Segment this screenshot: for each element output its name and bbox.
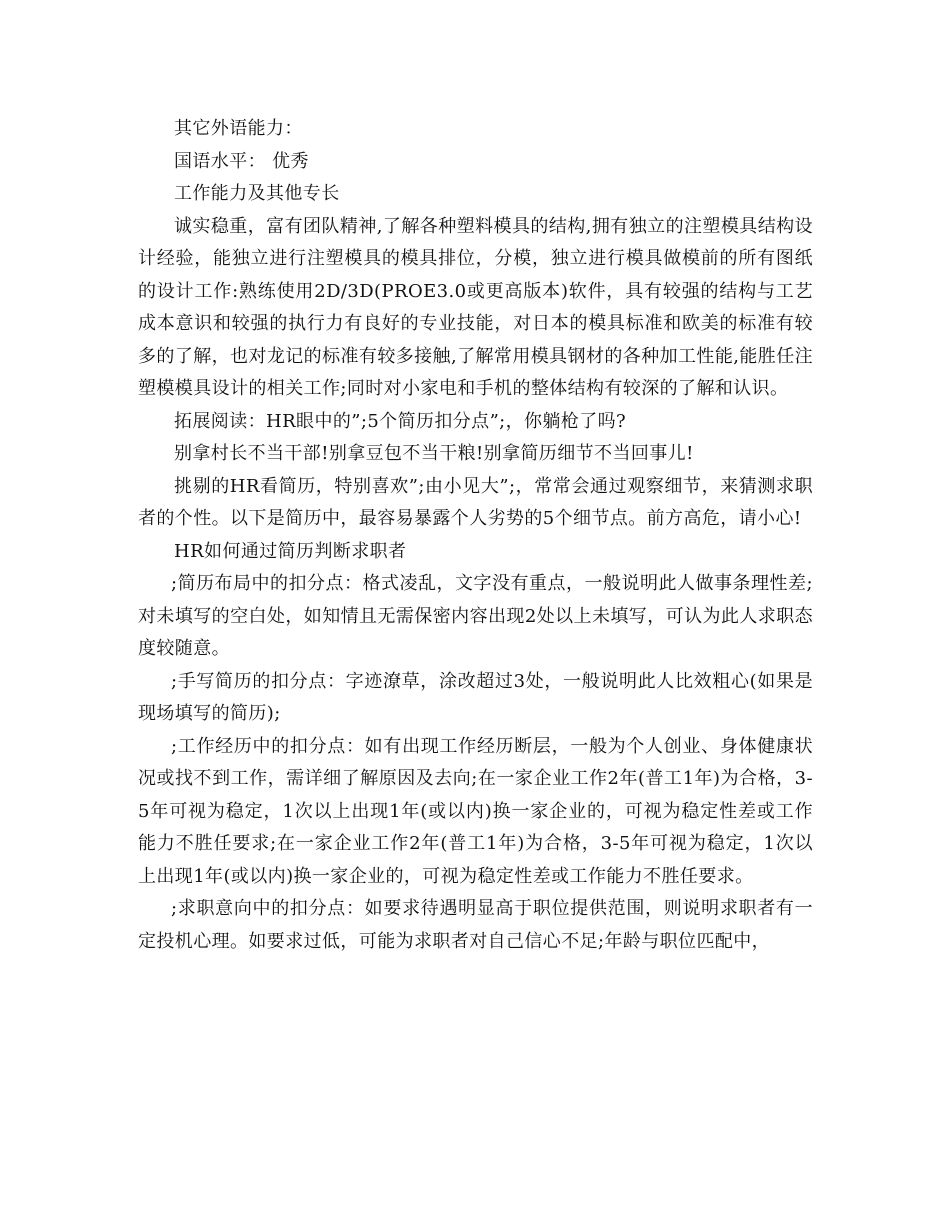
document-body — [138, 113, 813, 958]
paragraph-skills-heading: 工作能力及其他专长 — [174, 183, 340, 204]
paragraph-skills-description: 诚实稳重，富有团队精神,了解各种塑料模具的结构,拥有独立的注塑模具结构设计经验，能独立进行注塑模具的模具排位，分模，独立进行模具做模前的所有图纸的设计工作:熟练使用2D/3D(PROE3.0或更高版本)软件，具有较强的结构与工艺成本意识和较强的执行力有良好的专业技能，对日本的模具标准和欧美的标准有较多的了解，也对龙记的标准有较多接触,了解常用模具钢材的各种加工性能,能胜任注塑模模具设计的相关工作;同时对小家电和手机的整体结构有较深的了解和认识。 — [138, 215, 813, 399]
paragraph-hr-details: 挑剔的HR看简历，特别喜欢”;由小见大”;，常常会通过观察细节，来猜测求职者的个性。以下是简历中，最容易暴露个人劣势的5个细节点。前方高危，请小心! — [138, 475, 813, 529]
paragraph-handwriting-deduction: ;手写简历的扣分点：字迹潦草，涂改超过3处，一般说明此人比效粗心(如果是现场填写的简历); — [138, 670, 813, 724]
paragraph-job-intent-deduction: ;求职意向中的扣分点：如要求待遇明显高于职位提供范围，则说明求职者有一定投机心理。如要求过低，可能为求职者对自己信心不足;年龄与职位匹配中， — [138, 898, 813, 952]
paragraph-other-languages: 其它外语能力： — [174, 118, 303, 139]
paragraph-proverb: 别拿村长不当干部!别拿豆包不当干粮!别拿简历细节不当回事儿! — [174, 443, 694, 464]
paragraph-hr-judge-heading: HR如何通过简历判断求职者 — [174, 540, 407, 562]
paragraph-layout-deduction: ;简历布局中的扣分点：格式凌乱，文字没有重点，一般说明此人做事条理性差;对未填写的空白处，如知情且无需保密内容出现2处以上未填写，可认为此人求职态度较随意。 — [138, 573, 813, 659]
paragraph-work-history-deduction: ;工作经历中的扣分点：如有出现工作经历断层，一般为个人创业、身体健康状况或找不到工作，需详细了解原因及去向;在一家企业工作2年(普工1年)为合格，3-5年可视为稳定，1次以上出现1年(或以内)换一家企业的，可视为稳定性差或工作能力不胜任要求;在一家企业工作2年(普工1年)为合格，3-5年可视为稳定，1次以上出现1年(或以内)换一家企业的，可视为稳定性差或工作能力不胜任要求。 — [138, 735, 813, 887]
paragraph-mandarin-level: 国语水平： 优秀 — [174, 150, 309, 172]
paragraph-extended-reading: 拓展阅读：HR眼中的”;5个简历扣分点”;，你躺枪了吗? — [174, 410, 627, 432]
